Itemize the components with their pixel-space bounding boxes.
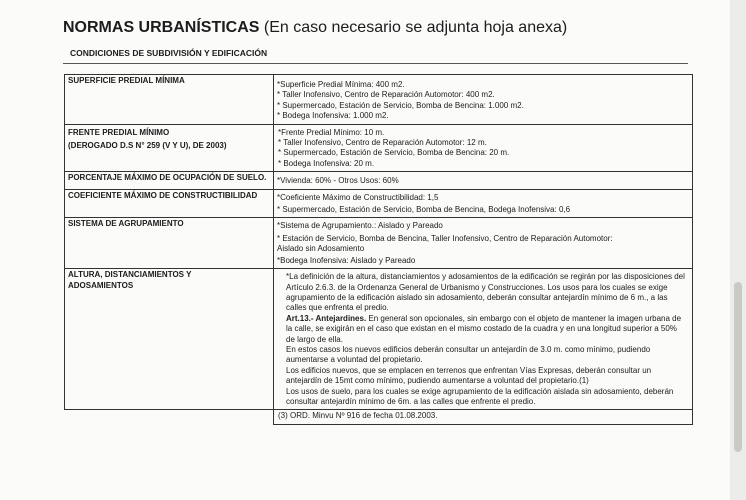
value-line: *Frente Predial Mínimo: 10 m. — [278, 127, 385, 137]
value-line: * Taller Inofensivo, Centro de Reparación Automotor: 12 m. — [278, 138, 487, 148]
title-note: (En caso necesario se adjunta hoja anexa) — [263, 19, 568, 36]
article-text: En general son opcionales, sin embargo con el objeto de mantener la imagen urbana de la calle, se exigirán en el caso que existan en el mismo costado de la cuadra y en una longitud superior a 50% de largo de ella. — [286, 313, 682, 344]
value-line: * Supermercado, Estación de Servicio, Bomba de Bencina: 20 m. — [278, 148, 510, 158]
table-row — [65, 218, 693, 269]
footnote-cell — [274, 410, 693, 424]
value-line: * Estación de Servicio, Bomba de Bencina, Taller Inofensivo, Centro de Reparación Automotor: — [277, 233, 613, 243]
page-title — [63, 19, 567, 37]
row-value — [274, 189, 693, 218]
value-line: *Superficie Predial Mínima: 400 m2. — [277, 80, 405, 89]
scrollbar-thumb[interactable] — [734, 282, 742, 452]
article-heading: Art.13.- Antejardines. — [286, 313, 367, 323]
scrollbar-track[interactable] — [730, 0, 746, 500]
row-value — [274, 124, 693, 172]
row-label-text: FRENTE PREDIAL MÍNIMO — [68, 127, 170, 137]
table-row — [65, 75, 693, 125]
row-label-text: SISTEMA DE AGRUPAMIENTO — [68, 219, 184, 229]
value-line: *Sistema de Agrupamiento.: Aislado y Pareado — [277, 221, 443, 231]
table-row — [65, 410, 693, 424]
table-row — [65, 124, 693, 172]
value-line: * Supermercado, Estación de Servicio, Bomba de Bencina, Bodega Inofensiva: 0,6 — [277, 205, 571, 215]
row-label — [65, 75, 274, 125]
row-label — [65, 172, 274, 189]
value-line: * Bodega Inofensiva: 20 m. — [278, 158, 375, 168]
row-label — [65, 189, 274, 218]
row-label — [65, 269, 274, 410]
row-label-note: (DEROGADO D.S N° 259 (V Y U), DE 2003) — [68, 141, 227, 151]
table-row — [65, 172, 693, 189]
value-line: * Taller Inofensivo, Centro de Reparación Automotor: 400 m2. — [277, 90, 495, 100]
paragraph: Los usos de suelo, para los cuales se exige agrupamiento de la edificación aislada sin adosamiento, deberán consultar antejardín mínimo de 6m. a las calles que enfrente el predio. — [286, 386, 674, 406]
row-value — [274, 218, 693, 269]
row-label-text: SUPERFICIE PREDIAL MÍNIMA — [68, 76, 185, 85]
row-value — [274, 75, 693, 125]
paragraph: En estos casos los nuevos edificios deberán consultar un antejardín de 3.0 m. como mínimo, pudiendo aumentarse a voluntad del propietario. — [286, 344, 651, 365]
row-value — [274, 269, 693, 410]
norms-table — [64, 74, 693, 425]
empty-cell — [65, 410, 274, 424]
row-label-text: COEFICIENTE MÁXIMO DE CONSTRUCTIBILIDAD — [68, 190, 258, 200]
row-label-text: ALTURA, DISTANCIAMIENTOS Y ADOSAMIENTOS — [68, 270, 192, 290]
value-line: *Coeficiente Máximo de Constructibilidad: 1,5 — [277, 192, 439, 202]
table-row — [65, 269, 693, 410]
paragraph — [286, 314, 686, 345]
row-label — [65, 124, 274, 172]
title-bold: NORMAS URBANÍSTICAS — [63, 19, 260, 36]
value-line: * Bodega Inofensiva: 1.000 m2. — [277, 111, 389, 121]
paragraph: *La definición de la altura, distanciamientos y adosamientos de la edificación se regirán por las disposiciones del Artículo 2.6.3. de la Ordenanza General de Urbanismo y Construcciones. Los usos para los cuales se exige agrupamiento de la edificación aislado sin adosamiento, deberán consultar antejardín mínimo de 6 m., a las calles que enfrenta el predio. — [286, 272, 685, 313]
row-label-text: PORCENTAJE MÁXIMO DE OCUPACIÓN DE SUELO. — [68, 173, 267, 183]
value-line: *Vivienda: 60% - Otros Usos: 60% — [277, 176, 399, 186]
table-row — [65, 189, 693, 218]
row-value — [274, 172, 693, 189]
value-line: *Bodega Inofensiva: Aislado y Pareado — [277, 255, 416, 265]
section-subtitle: CONDICIONES DE SUBDIVISIÓN Y EDIFICACIÓN — [70, 48, 268, 58]
value-line: Aislado sin Adosamiento — [277, 244, 365, 254]
paragraph: Los edificios nuevos, que se emplacen en terrenos que enfrentan Vías Expresas, deberán consultar un antejardín de 15mt como mínimo, pudiendo aumentarse a voluntad del propietario.(1) — [286, 365, 652, 386]
value-line: * Supermercado, Estación de Servicio, Bomba de Bencina: 1.000 m2. — [277, 100, 524, 110]
row-label — [65, 218, 274, 269]
divider-line — [63, 63, 688, 64]
footnote: (3) ORD. Minvu Nº 916 de fecha 01.08.2003. — [278, 411, 438, 421]
